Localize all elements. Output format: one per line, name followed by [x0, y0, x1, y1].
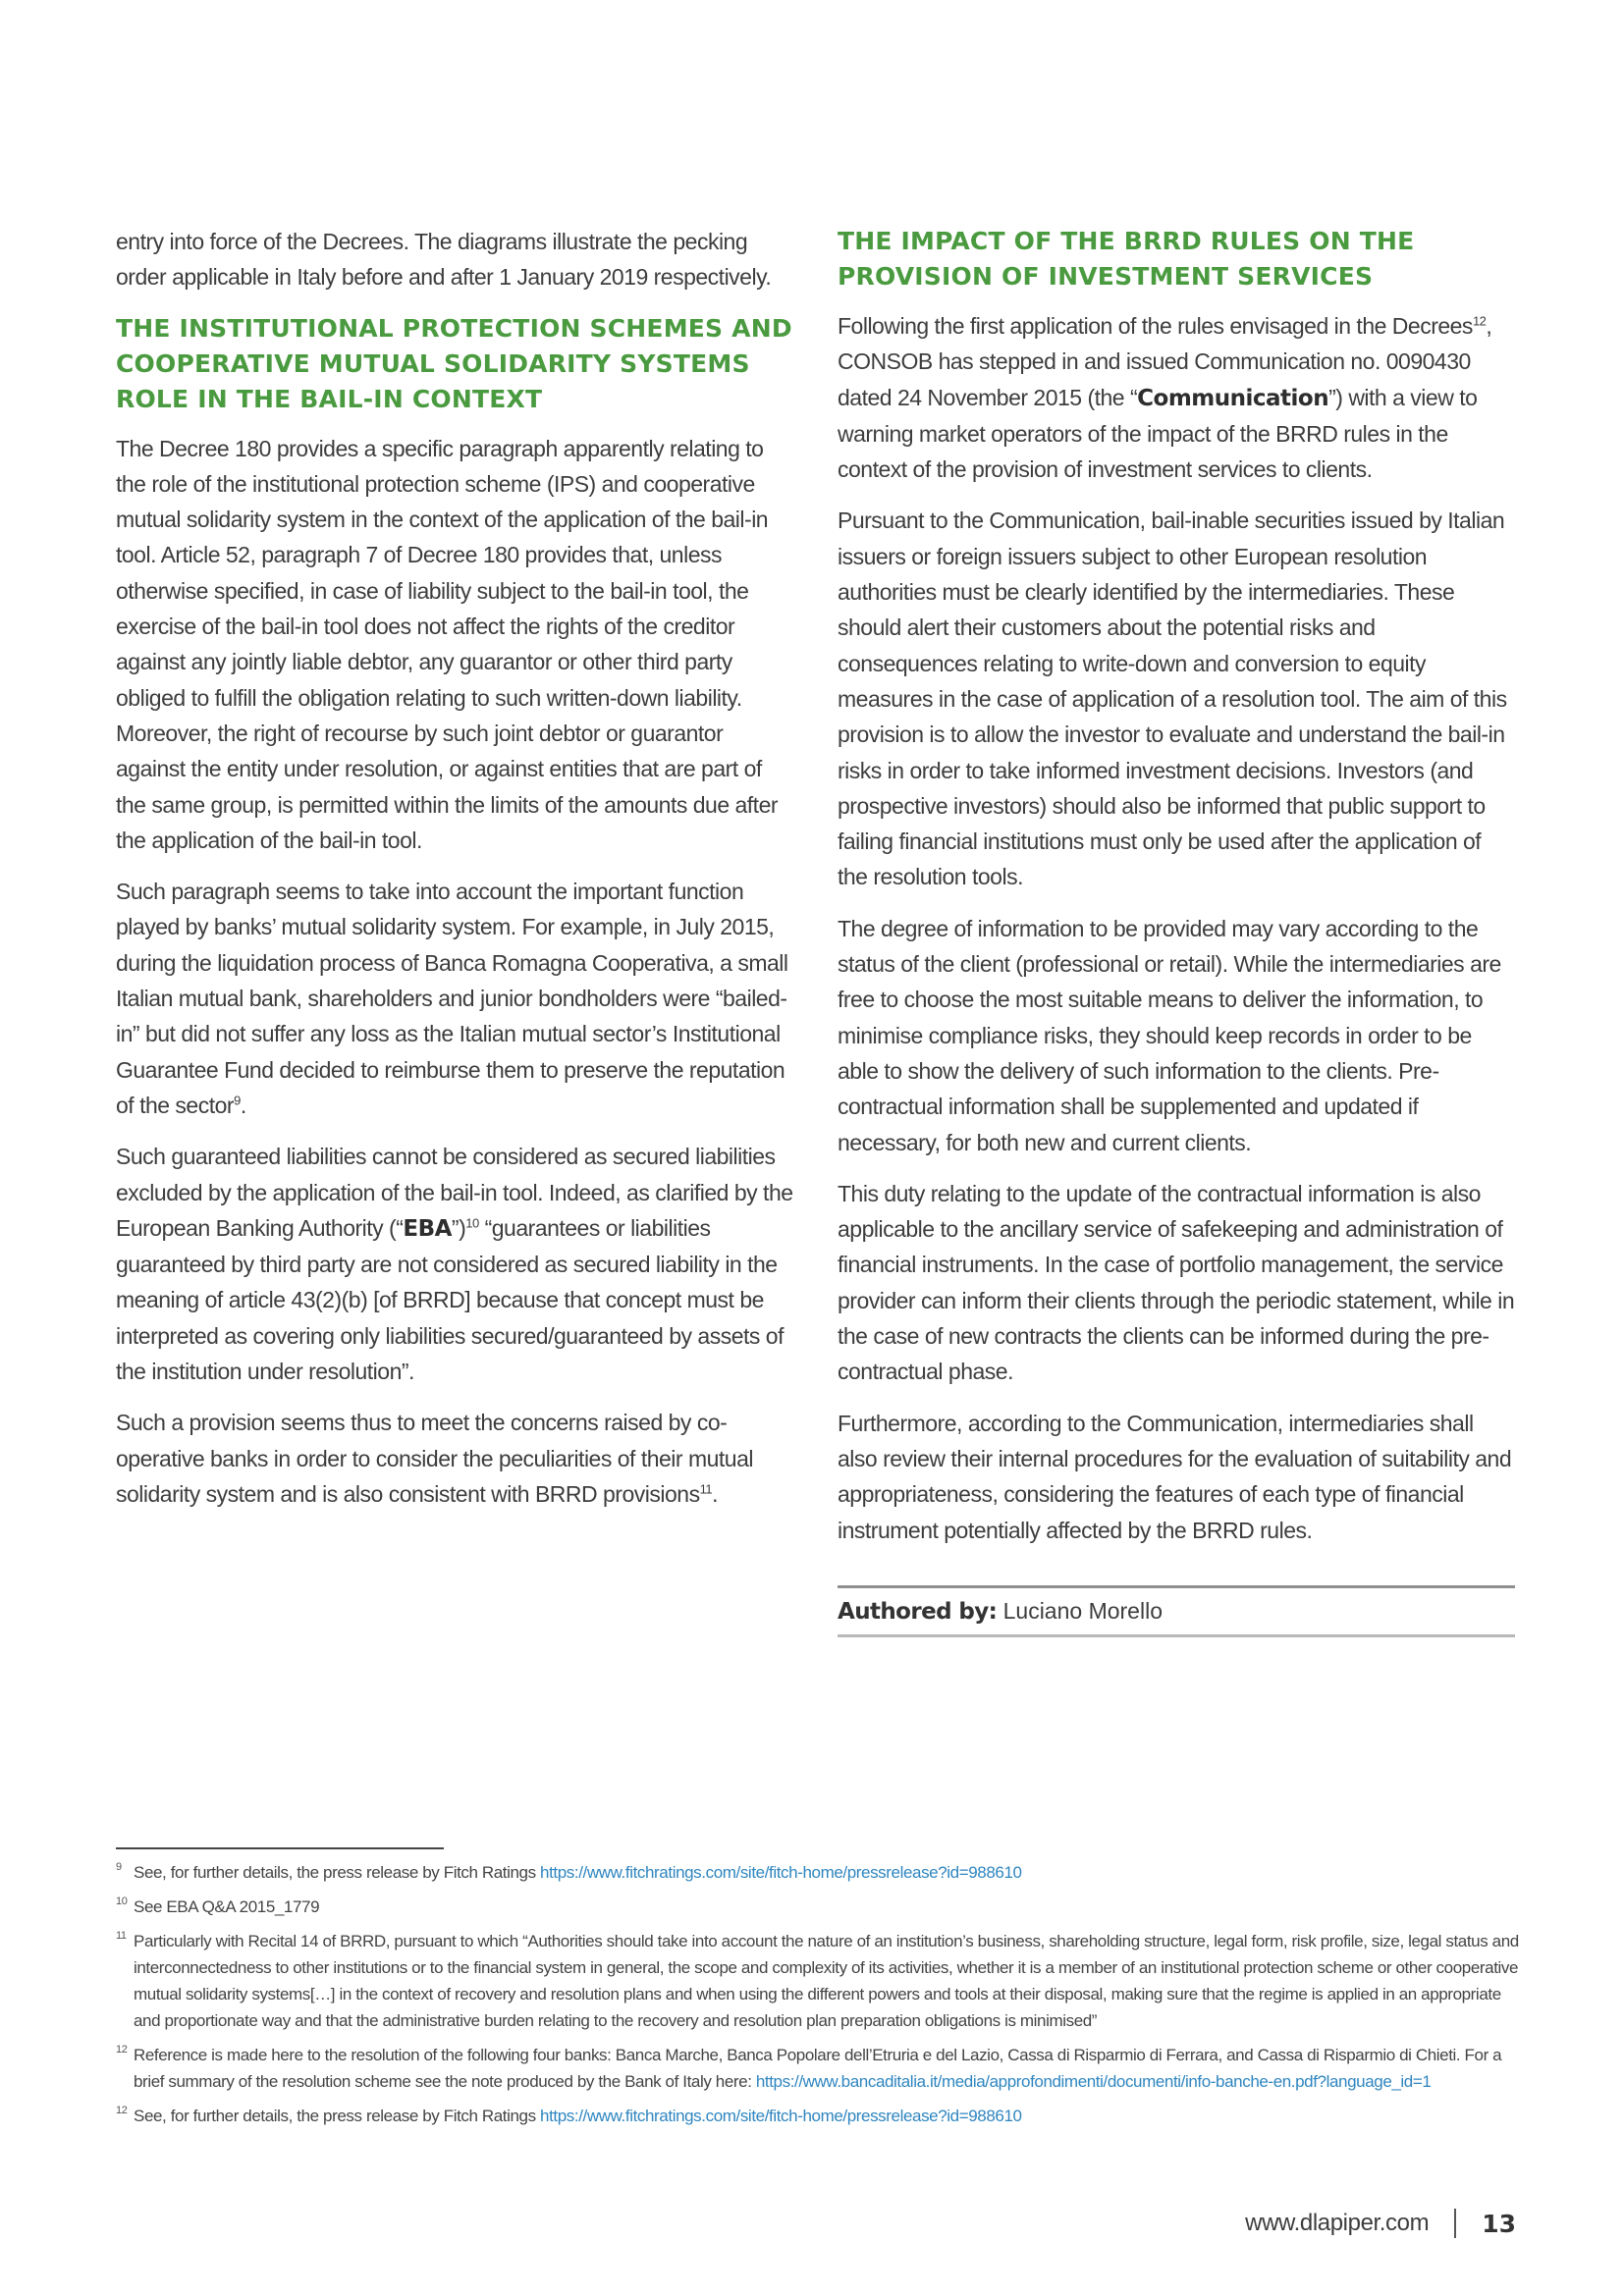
footnote-divider: [116, 1847, 444, 1849]
defined-term-eba: EBA: [403, 1215, 452, 1242]
footnote-link-fitch[interactable]: https://www.fitchratings.com/site/fitch-home/pressrelease?id=988610: [540, 1863, 1022, 1882]
footnote-item: 12 See, for further details, the press release by Fitch Ratings https://www.fitchratings.com/site/fitch-home/pressrelease?id=988610: [116, 2103, 1520, 2129]
footnote-number: 12: [116, 2044, 128, 2056]
footnote-link-bancaditalia[interactable]: https://www.bancaditalia.it/media/approfondimenti/documenti/info-banche-en.pdf?language_id=1: [755, 2072, 1432, 2091]
left-column: [116, 224, 793, 1527]
page-footer: [1245, 2209, 1516, 2238]
intro-paragraph: entry into force of the Decrees. The diagrams illustrate the pecking order applicable in Italy before and after 1 January 2019 respectively.: [116, 229, 772, 291]
page-number: 13: [1482, 2209, 1516, 2238]
paragraph-update-duty: This duty relating to the update of the contractual information is also applicable to the ancillary service of safekeeping and administration of financial instruments. In the case of portfolio management, the service provider can inform their clients through the periodic statement, while in the case of new contracts the clients can be informed during the pre-contractual phase.: [838, 1180, 1515, 1385]
paragraph-degree-of-information: The degree of information to be provided may vary according to the status of the client (professional or retail). While the intermediaries are free to choose the most suitable means to deliver the information, to minimise compliance risks, they should keep records in order to be able to show the delivery of such information to the clients. Pre-contractual information shall be supplemented and updated if necessary, for both new and current clients.: [838, 915, 1501, 1155]
footnote-link-fitch[interactable]: https://www.fitchratings.com/site/fitch-home/pressrelease?id=988610: [540, 2107, 1022, 2125]
paragraph-decree-180: The Decree 180 provides a specific paragraph apparently relating to the role of the institutional protection scheme (IPS) and cooperative mutual solidarity system in the context of the application of the bail-in tool. Article 52, paragraph 7 of Decree 180 provides that, unless otherwise specified, in case of liability subject to the bail-in tool, the exercise of the bail-in tool does not affect the rights of the creditor against any jointly liable debtor, any guarantor or other third party obliged to fulfill the obligation relating to such written-down liability. Moreover, the right of recourse by such joint debtor or guarantor against the entity under resolution, or against entities that are part of the same group, is permitted within the limits of the amounts due after the application of the bail-in tool.: [116, 435, 779, 853]
footnotes: [116, 1859, 1520, 2137]
defined-term-communication: Communication: [1137, 385, 1329, 411]
footnote-number: 9: [116, 1861, 122, 1873]
footnote-ref-9[interactable]: 9: [234, 1093, 241, 1108]
footnote-item: 9 See, for further details, the press release by Fitch Ratings https://www.fitchratings.com/site/fitch-home/pressrelease?id=988610: [116, 1859, 1520, 1886]
section-heading-ips: THE INSTITUTIONAL PROTECTION SCHEMES AND COOPERATIVE MUTUAL SOLIDARITY SYSTEMS ROLE IN THE BAIL-IN CONTEXT: [116, 313, 792, 413]
footer-website-link[interactable]: www.dlapiper.com: [1245, 2210, 1430, 2236]
author-label: Authored by:: [838, 1598, 998, 1625]
author-block: [838, 1585, 1515, 1637]
author-name: Luciano Morello: [997, 1597, 1163, 1624]
footnote-ref-11[interactable]: 11: [699, 1481, 713, 1497]
paragraph-guaranteed-liabilities: Such guaranteed liabilities cannot be considered as secured liabilities excluded by the application of the bail-in tool. Indeed, as clarified by the European Banking Authority (“EBA”)$^{10}$ “guarantees or liabilities guaranteed by third party are not considered as secured liability in the meaning of article 43(2)(b) [of BRRD] because that concept must be interpreted as covering only liabilities secured/guaranteed by assets of the institution under resolution”.: [116, 1144, 793, 1385]
section-heading-brrd-impact: THE IMPACT OF THE BRRD RULES ON THE PROVISION OF INVESTMENT SERVICES: [838, 227, 1415, 291]
footnote-item: 10 See EBA Q&A 2015_1779: [116, 1894, 1520, 1920]
footnote-number: 11: [116, 1930, 127, 1942]
footnote-number: 12: [116, 2105, 128, 2116]
paragraph-consob-communication: Following the first application of the rules envisaged in the Decrees$^{12}$, CONSOB has stepped in and issued Communication no. 0090430 dated 24 November 2015 (the “Communication”) with a view to warning market operators of the impact of the BRRD rules in the context of the provision of investment services to clients.: [838, 313, 1492, 483]
paragraph-internal-procedures: Furthermore, according to the Communication, intermediaries shall also review their internal procedures for the evaluation of suitability and appropriateness, considering the features of each type of financial instrument potentially affected by the BRRD rules.: [838, 1410, 1512, 1543]
footnote-item: 11 Particularly with Recital 14 of BRRD, pursuant to which “Authorities should take into account the nature of an institution’s business, shareholding structure, legal form, risk profile, size, legal status and interconnectedness to other institutions or to the financial system in general, the scope and complexity of its activities, whether it is a member of an institutional protection scheme or other cooperative mutual solidarity systems[…] in the context of recovery and resolution plans and when using the different powers and tools at their disposal, making sure that the regime is applied in an appropriate and proportionate way and that the administrative burden relating to the recovery and resolution plan preparation obligations is minimised”: [116, 1928, 1520, 2034]
footnote-ref-10[interactable]: 10: [465, 1215, 479, 1231]
footer-divider: [1454, 2209, 1456, 2238]
footnote-item: 12 Reference is made here to the resolution of the following four banks: Banca Marche, Banca Popolare dell’Etruria e del Lazio, Cassa di Risparmio di Ferrara, and Cassa di Risparmio di Chieti. For a brief summary of the resolution scheme see the note produced by the Bank of Italy here: https://www.bancaditalia.it/media/approfondimenti/documenti/info-banche-en.pdf?language_id=1: [116, 2042, 1520, 2095]
paragraph-mutual-solidarity: Such paragraph seems to take into account the important function played by banks’ mutual solidarity system. For example, in July 2015, during the liquidation process of Banca Romagna Cooperativa, a small Italian mutual bank, shareholders and junior bondholders were “bailed-in” but did not suffer any loss as the Italian mutual sector’s Institutional Guarantee Fund decided to reimburse them to preserve the reputation of the sector$^9$.: [116, 879, 788, 1118]
paragraph-bail-inable-securities: Pursuant to the Communication, bail-inable securities issued by Italian issuers or foreign issuers subject to other European resolution authorities must be clearly identified by the intermediaries. These should alert their customers about the potential risks and consequences relating to write-down and conversion to equity measures in the case of application of a resolution tool. The aim of this provision is to allow the investor to evaluate and understand the bail-in risks in order to take informed investment decisions. Investors (and prospective investors) should also be informed that public support to failing financial institutions must only be used after the application of the resolution tools.: [838, 507, 1507, 890]
footnote-ref-12[interactable]: 12: [1472, 313, 1487, 329]
footnote-number: 10: [116, 1896, 128, 1907]
paragraph-provision-concerns: Such a provision seems thus to meet the concerns raised by co-operative banks in order to consider the peculiarities of their mutual solidarity system and is also consistent with BRRD provisions$^{11}$.: [116, 1410, 753, 1507]
right-column: [838, 224, 1515, 1637]
